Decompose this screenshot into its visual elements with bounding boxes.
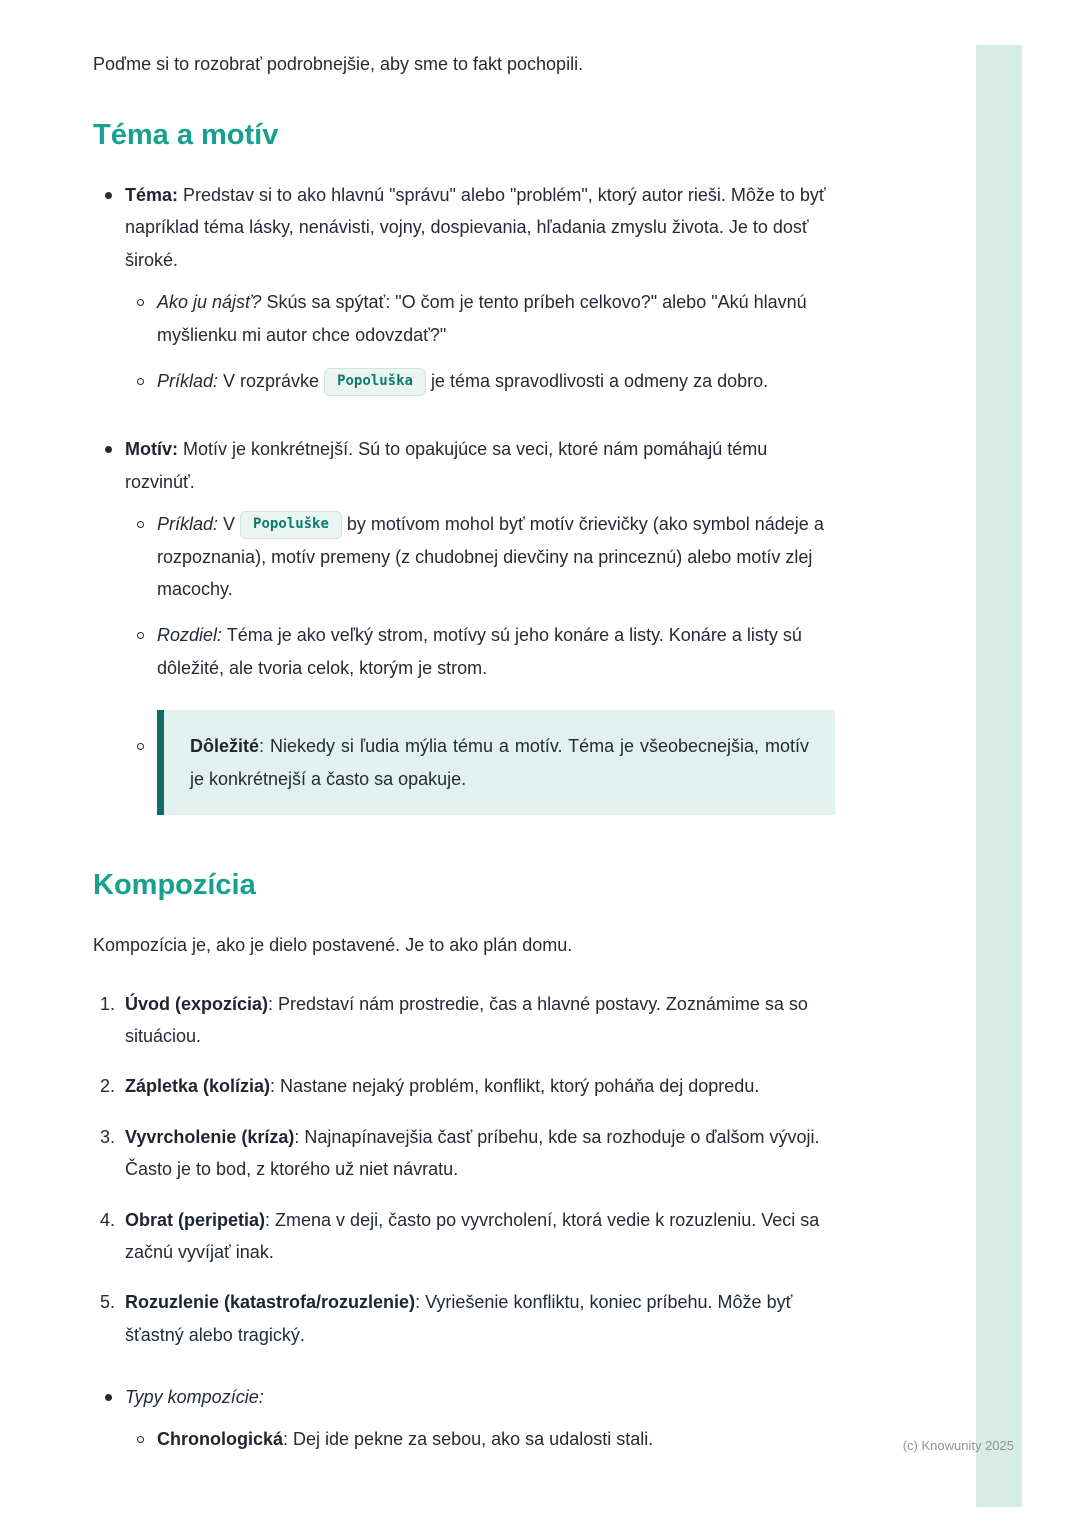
bullet-marker	[125, 286, 157, 306]
zapletka-text: : Nastane nejaký problém, konflikt, ktorý poháňa dej dopredu.	[270, 1076, 760, 1097]
list-item-tema-priklad	[125, 365, 835, 397]
bullet-dot-icon	[105, 192, 112, 199]
ako-ju-najst-paragraph	[157, 286, 835, 351]
callout-paragraph	[190, 730, 809, 795]
tema-motiv-list	[93, 179, 835, 829]
motiv-paragraph	[125, 433, 835, 498]
tema-priklad-before: V rozprávke	[218, 371, 320, 391]
tema-priklad-paragraph	[157, 365, 835, 397]
list-item-rozdiel	[125, 619, 835, 684]
list-item-typy	[93, 1381, 835, 1470]
bullet-circle-icon	[137, 743, 144, 750]
callout-text: : Niekedy si ľudia mýlia tému a motív. Téma je všeobecnejšia, motív je konkrétnejší a často sa opakuje.	[190, 736, 809, 789]
rozdiel-paragraph	[157, 619, 835, 684]
typy-item-body	[125, 1381, 835, 1470]
uvod-lead: Úvod (expozícia)	[125, 993, 269, 1014]
numbered-item-zapletka	[93, 1070, 835, 1102]
numbered-item-rozuzlenie	[93, 1286, 835, 1351]
list-item-ako-ju-najst	[125, 286, 835, 351]
intro-paragraph: Poďme si to rozobrať podrobnejšie, aby sme to fakt pochopili.	[93, 54, 584, 74]
motiv-item-body	[125, 433, 835, 829]
bullet-circle-icon	[137, 632, 144, 639]
numbered-item-uvod	[93, 988, 835, 1053]
bullet-marker	[125, 365, 157, 385]
list-number: 1.	[100, 993, 116, 1014]
chronologicka-text: : Dej ide pekne za sebou, ako sa udalosti stali.	[283, 1429, 654, 1450]
rozuzlenie-paragraph	[125, 1286, 835, 1351]
motiv-priklad-after: by motívom mohol byť motív črievičky (ako symbol nádeje a rozpoznania), motív premeny (z chudobnej dievčiny na princeznú) alebo motív zlej macochy.	[157, 514, 824, 599]
chronologicka-paragraph	[157, 1423, 835, 1455]
heading-kompozicia: Kompozícia	[93, 868, 256, 901]
vyvrcholenie-text: : Najnapínavejšia časť príbehu, kde sa rozhoduje o ďalšom vývoji. Často je to bod, z ktorého už niet návratu.	[125, 1126, 820, 1180]
chronologicka-lead: Chronologická	[157, 1429, 284, 1450]
callout-lead: Dôležité	[190, 736, 260, 757]
tema-paragraph	[125, 179, 835, 276]
numbered-item-vyvrcholenie	[93, 1121, 835, 1186]
ako-ju-najst-text: Skús sa spýtať: "O čom je tento príbeh celkovo?" alebo "Akú hlavnú myšlienku mi autor chce odovzdať?"	[157, 292, 807, 345]
copyright-footer: (c) Knowunity 2025	[902, 1438, 1014, 1453]
list-item-motiv-priklad	[125, 508, 835, 605]
typy-paragraph	[125, 1381, 835, 1413]
rozuzlenie-lead: Rozuzlenie (katastrofa/rozuzlenie)	[125, 1292, 416, 1313]
uvod-paragraph	[125, 988, 835, 1053]
popoluske-code-chip: Popoluške	[240, 511, 342, 539]
rozdiel-lead: Rozdiel:	[157, 625, 223, 646]
bullet-marker	[125, 710, 157, 750]
motiv-priklad-before: V	[218, 514, 236, 535]
bullet-circle-icon	[137, 299, 144, 306]
motiv-lead: Motív:	[125, 439, 178, 460]
tema-lead: Téma:	[125, 185, 179, 206]
bullet-circle-icon	[137, 378, 144, 385]
motiv-sublist	[125, 508, 835, 815]
rozuzlenie-text: : Vyriešenie konfliktu, koniec príbehu. Môže byť šťastný alebo tragický.	[125, 1292, 793, 1345]
bullet-dot-icon	[105, 446, 112, 453]
tema-sublist	[125, 286, 835, 397]
motiv-priklad-paragraph	[157, 508, 835, 605]
popoluska-code-chip: Popoluška	[324, 368, 426, 396]
typy-lead: Typy kompozície:	[125, 1387, 264, 1408]
list-number: 5.	[100, 1292, 116, 1313]
motiv-priklad-lead: Príklad:	[157, 514, 219, 535]
vyvrcholenie-paragraph	[125, 1121, 835, 1186]
bullet-dot-icon	[105, 1394, 112, 1401]
tema-text: Predstav si to ako hlavnú "správu" alebo "problém", ktorý autor rieši. Môže to byť napríklad téma lásky, nenávisti, vojny, dospievania, hľadania zmyslu života. Je to dosť široké.	[125, 185, 826, 270]
obrat-paragraph	[125, 1204, 835, 1269]
list-item-callout	[125, 710, 835, 815]
ako-ju-najst-lead: Ako ju nájsť?	[157, 292, 262, 313]
obrat-text: : Zmena v deji, často po vyvrcholení, ktorá vedie k rozuzleniu. Veci sa začnú vyvíjať inak.	[125, 1209, 820, 1262]
list-number: 2.	[100, 1076, 116, 1097]
typy-sublist	[125, 1423, 835, 1455]
kompozicia-intro-paragraph: Kompozícia je, ako je dielo postavené. Je to ako plán domu.	[93, 935, 573, 956]
heading-tema-a-motiv: Téma a motív	[93, 118, 279, 151]
tema-priklad-after: je téma spravodlivosti a odmeny za dobro.	[430, 371, 769, 391]
page-content	[93, 0, 835, 1470]
bullet-marker	[125, 1423, 157, 1443]
list-item-chronologicka	[125, 1423, 835, 1455]
bullet-marker	[93, 179, 125, 199]
bullet-marker	[93, 1381, 125, 1401]
kompozicia-numbered-list	[93, 988, 835, 1352]
bullet-circle-icon	[137, 1436, 144, 1443]
vyvrcholenie-lead: Vyvrcholenie (kríza)	[125, 1126, 295, 1147]
side-strip-decoration	[976, 45, 1022, 1507]
numbered-item-obrat	[93, 1204, 835, 1269]
zapletka-paragraph	[125, 1070, 835, 1102]
rozdiel-text: Téma je ako veľký strom, motívy sú jeho konáre a listy. Konáre a listy sú dôležité, ale tvoria celok, ktorým je strom.	[157, 625, 802, 678]
list-number: 4.	[100, 1209, 116, 1230]
bullet-marker	[125, 619, 157, 639]
tema-priklad-lead: Príklad:	[157, 371, 219, 391]
bullet-circle-icon	[137, 521, 144, 528]
bullet-marker	[125, 508, 157, 528]
list-number: 3.	[100, 1126, 116, 1147]
motiv-text: Motív je konkrétnejší. Sú to opakujúce sa veci, ktoré nám pomáhajú tému rozvinúť.	[125, 439, 768, 492]
bullet-marker	[93, 433, 125, 453]
tema-item-body	[125, 179, 835, 411]
list-item-tema	[93, 179, 835, 411]
callout-important	[157, 710, 835, 815]
zapletka-lead: Zápletka (kolízia)	[125, 1076, 271, 1097]
obrat-lead: Obrat (peripetia)	[125, 1209, 266, 1230]
typy-kompozicie-list	[93, 1381, 835, 1470]
uvod-text: : Predstaví nám prostredie, čas a hlavné postavy. Zoznámime sa so situáciou.	[125, 993, 808, 1046]
list-item-motiv	[93, 433, 835, 829]
